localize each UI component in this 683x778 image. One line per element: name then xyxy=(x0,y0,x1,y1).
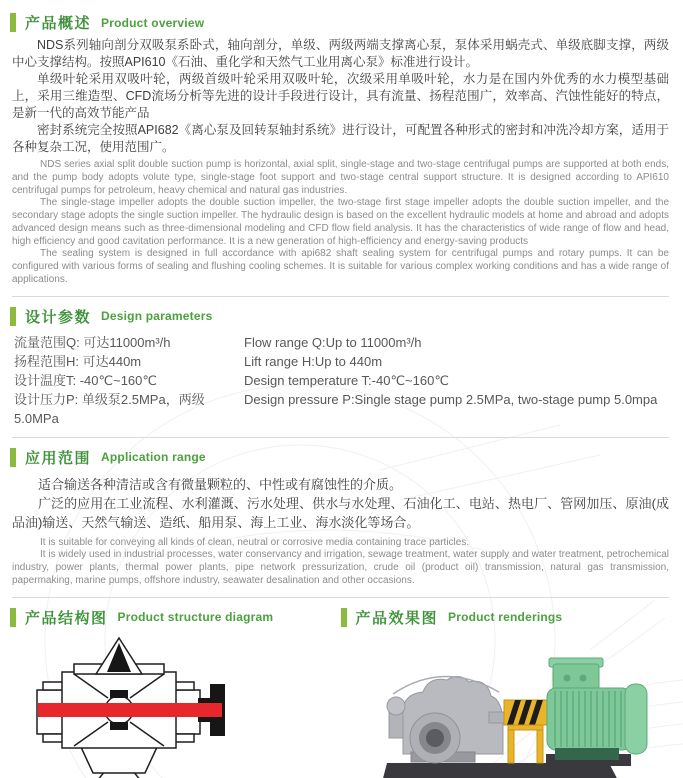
section-divider xyxy=(12,437,669,438)
section-title-zh: 产品效果图 xyxy=(355,609,439,627)
section-title-en: Product renderings xyxy=(448,610,563,624)
param-value-zh: 设计温度T: -40℃~160℃ xyxy=(14,372,157,388)
pump-casing xyxy=(387,676,511,763)
structure-diagram-image-wrap xyxy=(10,634,341,778)
pump-shaft-red xyxy=(38,703,222,717)
application-text-en xyxy=(10,537,671,588)
section-overview xyxy=(10,12,671,287)
section-title-en: Application range xyxy=(101,450,206,464)
design-parameters-table xyxy=(10,333,671,428)
bottom-columns xyxy=(10,607,671,778)
application-text-zh xyxy=(10,475,671,532)
param-value-zh: 扬程范围H: 可达440m xyxy=(14,353,142,369)
overview-paragraph-zh: 单级叶轮采用双吸叶轮，两级首级叶轮采用双吸叶轮，次级采用单吸叶轮，水力是在国内外优秀的水力模型基础上，采用三维造型、CFD流场分析等先进的设计手段进行设计，具有流量、扬程范围广，效率高、汽蚀性能好的特点，是新一代的高效节能产品 xyxy=(12,72,669,120)
section-accent-bar xyxy=(10,448,16,467)
application-paragraph-zh: 广泛的应用在工业流程、水利灌溉、污水处理、供水与水处理、石油化工、电站、热电厂、管网加压、原油(成品油)输送、天然气输送、造纸、船用泵、海上工业、海水淡化等场合。 xyxy=(12,495,669,530)
param-value-en: Design temperature T:-40℃~160℃ xyxy=(244,372,449,388)
overview-paragraph-zh: NDS系列轴向剖分双吸泵系卧式，轴向剖分，单级、两级两端支撑离心泵，泵体采用蜗壳式、单级底脚支撑，两级中心支撑结构。按照API610《石油、重化学和天然气工业用离心泵》标准进行设计。 xyxy=(12,38,669,69)
overview-paragraph-en: NDS series axial split double suction pump is horizontal, axial split, single-stage and two-stage centrifugal pumps are supported at both ends, and the pump body adopts volute type, single-stage foot support and two-stage central support structure. It is designed according to API610 centrifugal pumps for petroleum, heavy chemical and natural gas industries. xyxy=(12,159,669,196)
application-range-header xyxy=(10,447,671,468)
section-title-zh: 应用范围 xyxy=(25,449,92,467)
section-accent-bar xyxy=(341,608,347,627)
param-value-zh: 设计压力P: 单级泵2.5MPa，两级5.0MPa xyxy=(14,391,205,426)
param-value-zh: 流量范围Q: 可达11000m³/h xyxy=(14,334,171,350)
section-title-en: Design parameters xyxy=(101,309,213,323)
section-title-en: Product structure diagram xyxy=(117,610,274,624)
overview-text-en xyxy=(10,159,671,287)
param-value-en: Flow range Q:Up to 11000m³/h xyxy=(244,334,422,350)
overview-paragraph-en: The single-stage impeller adopts the double suction impeller, the two-stage first stage impeller adopts the double suction impeller, and the secondary stage adopts the single suction impeller. The hydraulic design is based on the excellent hydraulic models at home and abroad and adopts advanced design means such as three-dimensional modeling and CFD flow field analysis. It has the characteristics of wide range of flow and head, high efficiency and good cavitation performance. It is a new generation of high-efficiency and energy-saving products xyxy=(12,197,669,247)
structure-diagram-header xyxy=(10,607,341,628)
application-paragraph-en: It is suitable for conveying all kinds of clean, neutral or corrosive media containing trace particles. xyxy=(40,536,470,548)
param-value-en: Lift range H:Up to 440m xyxy=(244,353,383,369)
electric-motor xyxy=(547,658,647,760)
overview-paragraph-en: The sealing system is designed in full accordance with api682 shaft sealing system for centrifugal pumps and rotary pumps. It can be configured with various forms of sealing and flushing cooling schemes. It is suitable for various complex working conditions and has a wide range of applications. xyxy=(12,248,669,285)
pump-3d-rendering-image xyxy=(341,634,671,778)
section-divider xyxy=(12,597,669,598)
section-accent-bar xyxy=(10,307,16,326)
overview-paragraph-zh: 密封系统完全按照API682《离心泵及回转泵轴封系统》进行设计，可配置各种形式的密封和冲洗冷却方案，适用于各种复杂工况，使用范围广。 xyxy=(12,123,669,154)
section-accent-bar xyxy=(10,608,16,627)
renderings-header xyxy=(341,607,672,628)
overview-text-zh xyxy=(10,37,671,156)
section-renderings xyxy=(341,607,672,778)
section-application-range xyxy=(10,447,671,588)
param-row xyxy=(14,333,671,352)
section-divider xyxy=(12,296,669,297)
param-row xyxy=(14,352,671,371)
application-paragraph-zh: 适合输送各种清洁或含有微量颗粒的、中性或有腐蚀性的介质。 xyxy=(38,476,403,492)
section-title-zh: 产品结构图 xyxy=(25,609,108,627)
section-accent-bar xyxy=(10,13,16,32)
section-structure-diagram xyxy=(10,607,341,778)
section-design-parameters xyxy=(10,306,671,428)
overview-header xyxy=(10,12,671,33)
param-row xyxy=(14,390,671,428)
application-paragraph-en: It is widely used in industrial processes, water conservancy and irrigation, sewage treatment, water supply and water treatment, petrochemical industry, power plants, thermal power plants, pipe network pressurization, crude oil (product oil) transmission, natural gas transmission, papermaking, marine pumps, offshore industry, seawater desalination and other occasions. xyxy=(12,549,669,586)
renderings-image-wrap xyxy=(341,634,672,778)
coupling-guard xyxy=(504,700,549,763)
param-value-en: Design pressure P:Single stage pump 2.5MPa, two-stage pump 5.0mpa xyxy=(244,391,658,407)
section-title-en: Product overview xyxy=(101,15,205,30)
param-row xyxy=(14,371,671,390)
design-parameters-header xyxy=(10,306,671,327)
section-title-zh: 设计参数 xyxy=(25,308,92,326)
pump-cross-section-image xyxy=(10,634,340,778)
section-title-zh: 产品概述 xyxy=(25,15,92,32)
